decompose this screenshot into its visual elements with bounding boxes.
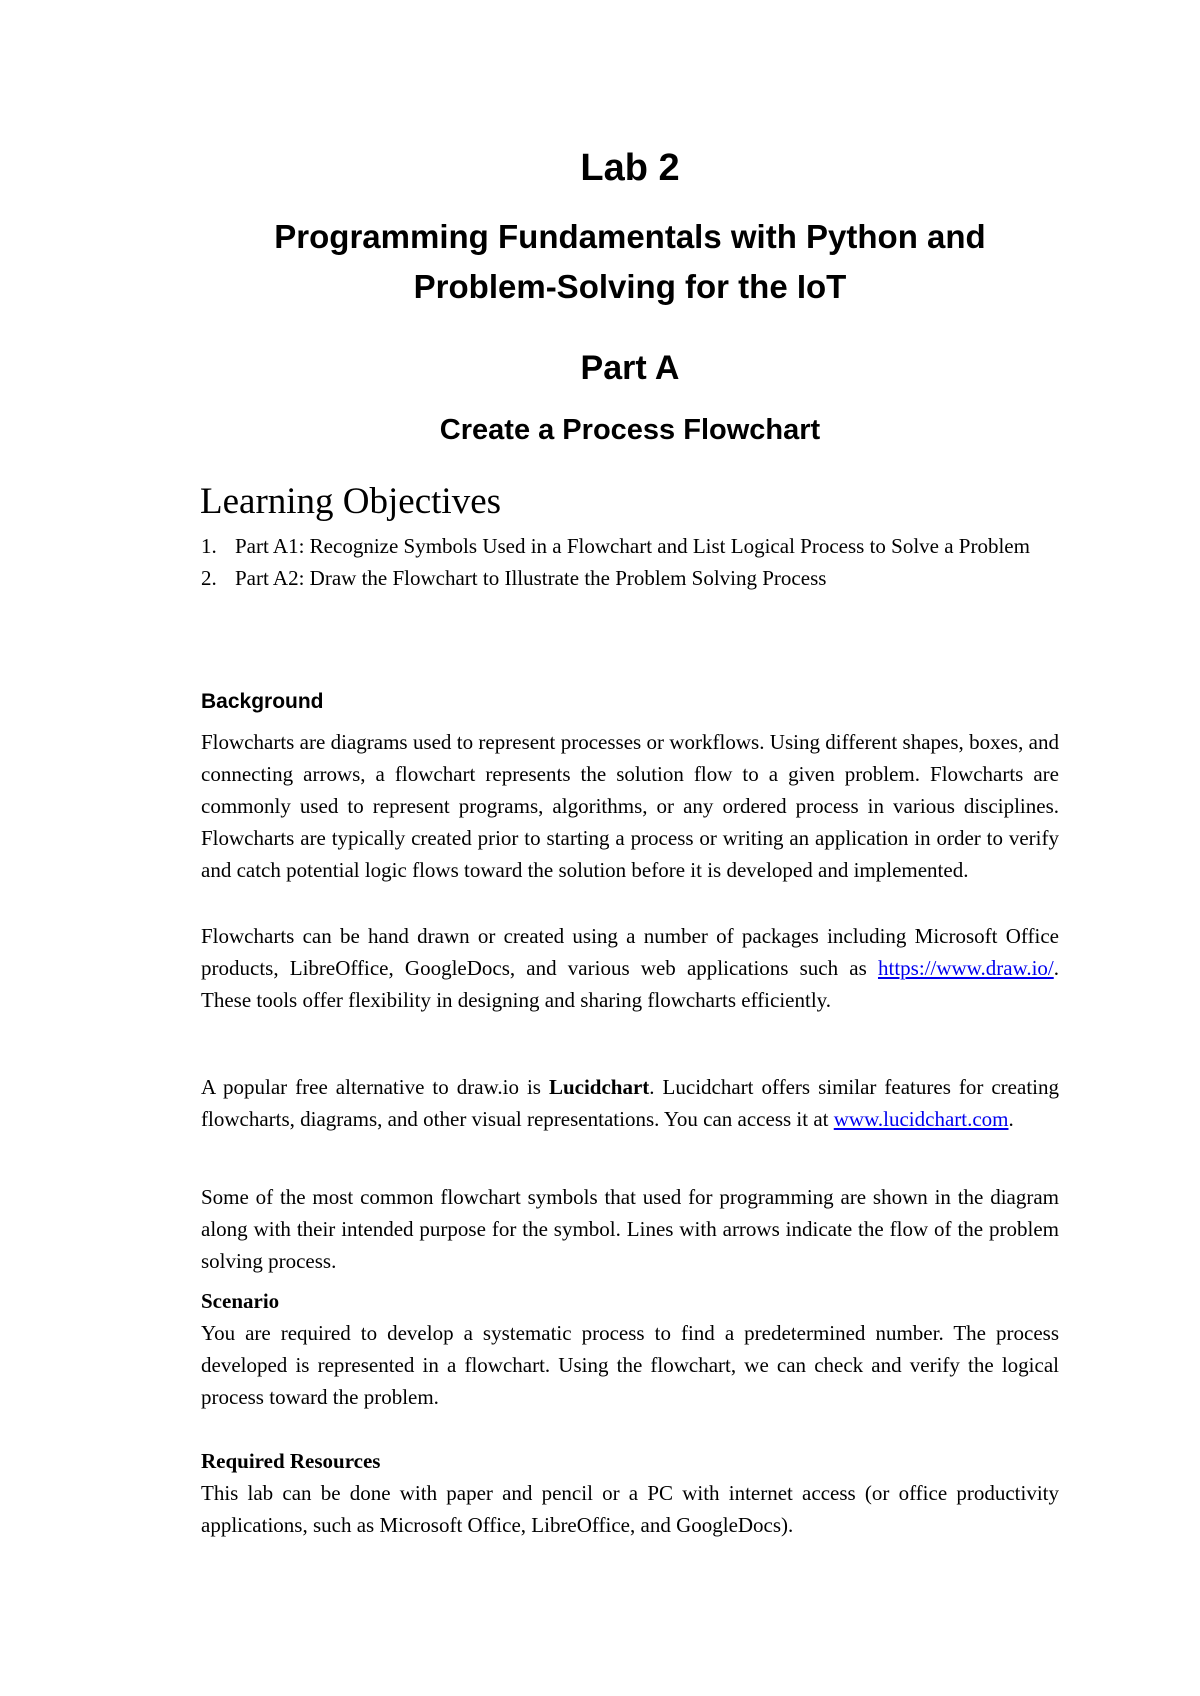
required-resources-heading: Required Resources bbox=[201, 1449, 381, 1473]
document-title-line-2: Problem-Solving for the IoT bbox=[413, 268, 847, 305]
lucidchart-bold: Lucidchart bbox=[548, 1075, 650, 1099]
background-paragraph-1: Flowcharts are diagrams used to represent processes or workflows. Using different shapes, boxes, and connecting arrows, a flowchart represents the solution flow to a given problem. Flowcharts are commonly used to represent programs, algorithms, or any ordered process in various disciplines. Flowcharts are typically created prior to starting a process or writing an application in order to verify and catch potential logic flows toward the solution before it is developed and implemented. bbox=[201, 730, 1059, 882]
objective-number: 2. bbox=[201, 566, 217, 590]
scenario-paragraph: You are required to develop a systematic process to find a predetermined number. The process developed is represented in a flowchart. Using the flowchart, we can check and verify the logical process toward the problem. bbox=[201, 1321, 1059, 1409]
learning-objectives-list bbox=[201, 530, 1059, 594]
background-paragraph-3-text: A popular free alternative to draw.io is bbox=[201, 1075, 549, 1099]
background-paragraph-4: Some of the most common flowchart symbols that used for programming are shown in the diagram along with their intended purpose for the symbol. Lines with arrows indicate the flow of the problem solving process. bbox=[201, 1185, 1059, 1273]
objective-item bbox=[201, 562, 1059, 594]
background-paragraph-3-text-mid: . Lucidchart offers similar features for creating flowcharts, diagrams, and other visual representations. You can access it at bbox=[201, 1075, 1059, 1131]
part-subtitle: Create a Process Flowchart bbox=[439, 414, 821, 446]
required-resources-paragraph: This lab can be done with paper and pencil or a PC with internet access (or office productivity applications, such as Microsoft Office, LibreOffice, and GoogleDocs). bbox=[201, 1481, 1059, 1537]
objective-item bbox=[201, 530, 1059, 562]
objective-text: Part A2: Draw the Flowchart to Illustrate the Problem Solving Process bbox=[235, 566, 827, 590]
lab-title: Lab 2 bbox=[580, 147, 680, 189]
background-paragraph-2 bbox=[201, 920, 1059, 1016]
scenario-heading: Scenario bbox=[201, 1289, 280, 1313]
learning-objectives-heading: Learning Objectives bbox=[200, 481, 502, 522]
background-paragraph-3-text-end: . bbox=[1008, 1107, 1014, 1131]
document-title-line-1: Programming Fundamentals with Python and bbox=[274, 218, 986, 255]
part-title: Part A bbox=[580, 349, 680, 387]
objective-number: 1. bbox=[201, 534, 217, 558]
background-paragraph-3 bbox=[201, 1071, 1059, 1135]
drawio-link[interactable]: https://www.draw.io/ bbox=[877, 956, 1054, 980]
objective-text: Part A1: Recognize Symbols Used in a Flowchart and List Logical Process to Solve a Problem bbox=[235, 534, 1030, 558]
background-paragraph-2-text: Flowcharts can be hand drawn or created using a number of packages including Microsoft Office products, LibreOffice, GoogleDocs, and various web applications such as bbox=[201, 924, 1059, 980]
background-heading: Background bbox=[201, 690, 324, 713]
document-title bbox=[200, 212, 1060, 312]
lucidchart-link[interactable]: www.lucidchart.com bbox=[833, 1107, 1009, 1131]
background-paragraph-2-text-end: . These tools offer flexibility in designing and sharing flowcharts efficiently. bbox=[201, 956, 1059, 1012]
